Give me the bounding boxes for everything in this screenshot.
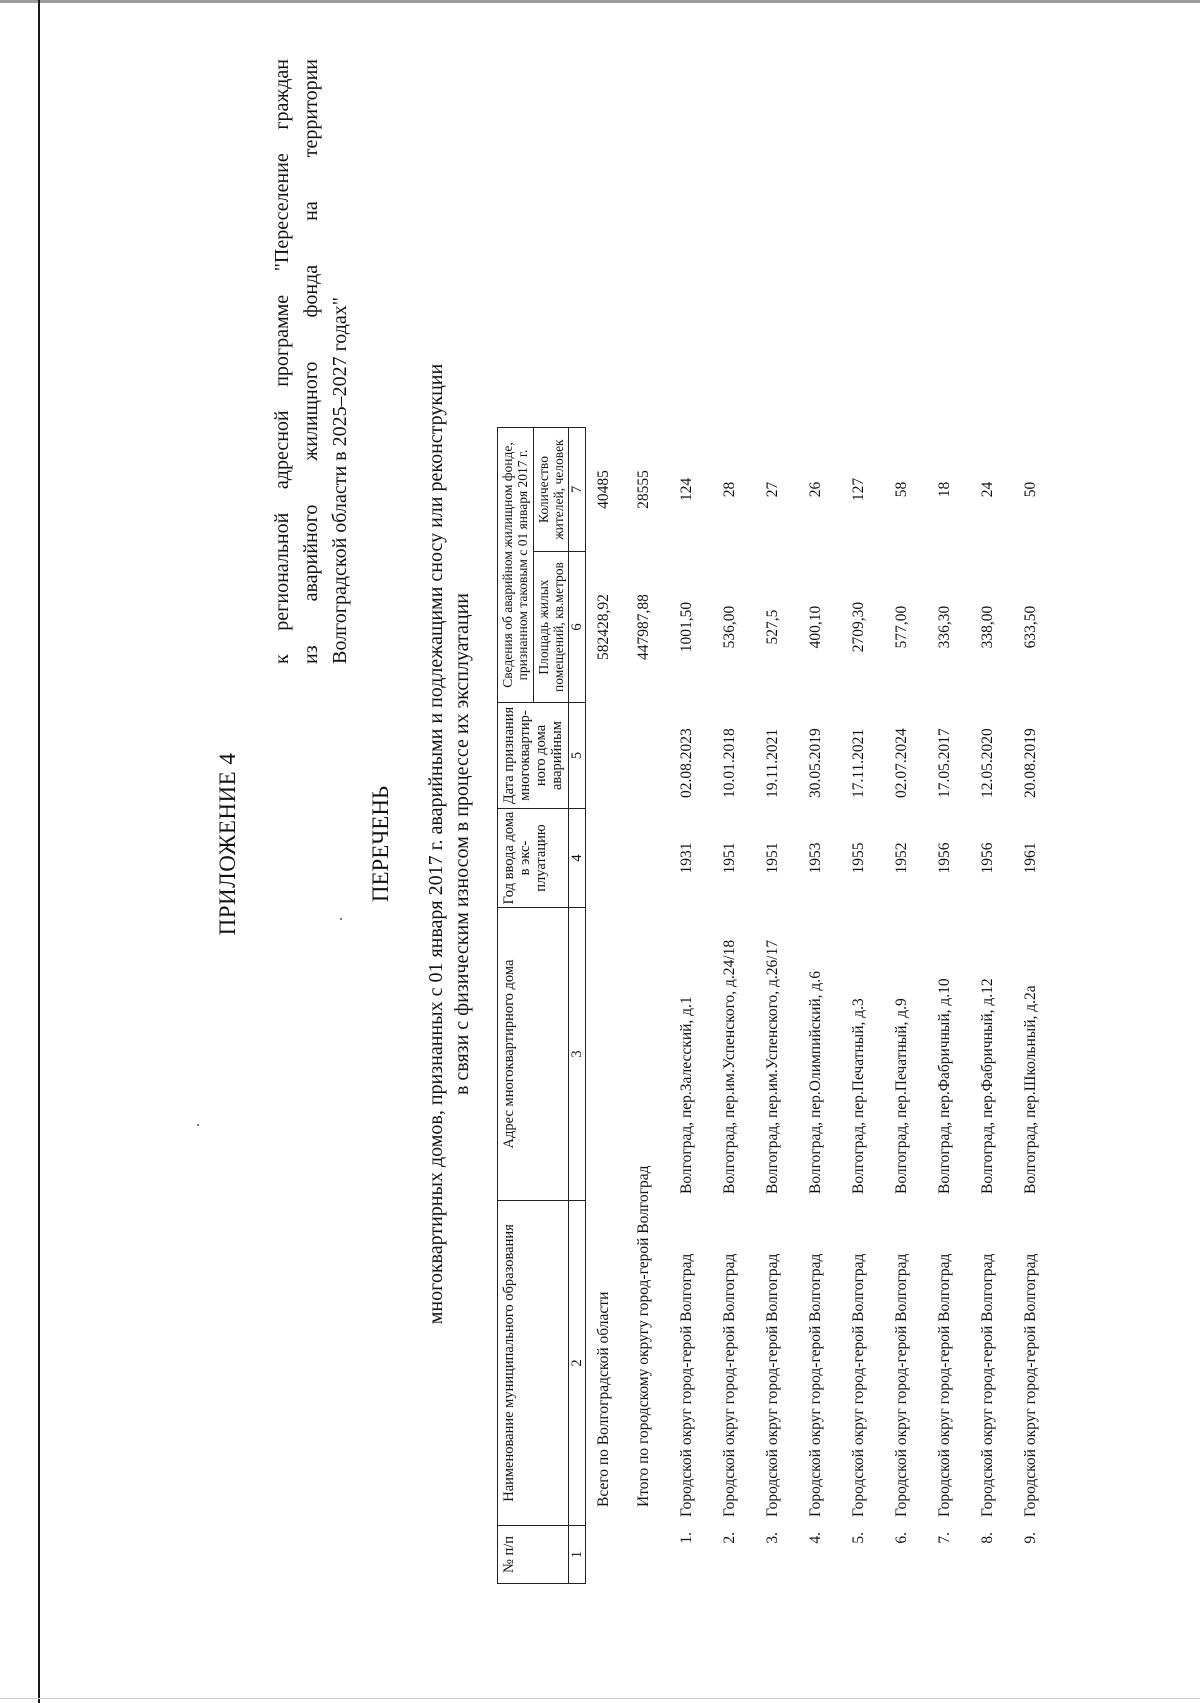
header-row: [498, 428, 534, 1584]
row-date: 19.11.2021: [763, 728, 781, 798]
row-municipality: Городской округ город-герой Волгоград: [806, 1253, 824, 1517]
column-number: 5: [569, 703, 586, 809]
table-row: [708, 428, 751, 1584]
total-city-area: 447987,88: [634, 594, 652, 660]
row-number: 8.: [978, 1532, 996, 1544]
row-year: 1961: [1021, 842, 1039, 874]
row-number: 2.: [720, 1532, 738, 1544]
row-area: 338,00: [978, 605, 996, 649]
table-row: [794, 428, 837, 1584]
document-subtitle: [423, 144, 475, 1544]
column-number: 1: [569, 1526, 586, 1584]
row-number: 9.: [1021, 1532, 1039, 1544]
header-group: Сведения об аварийном жилищном фонде, признанном таковым с 01 января 2017 г.: [498, 428, 534, 703]
total-city-label: Итого по городскому округу город-герой Волгоград: [634, 1165, 652, 1507]
row-number: 5.: [849, 1532, 867, 1544]
total-region-row: [586, 428, 623, 1584]
program-line: Волгоградской области в 2025–2027 годах": [329, 297, 351, 664]
subtitle-line: в связи с физическим износом в процессе их эксплуатации: [451, 592, 473, 1096]
total-city-residents: 28555: [634, 470, 652, 509]
row-residents: 18: [935, 481, 953, 498]
row-residents: 58: [892, 481, 910, 498]
row-area: 536,00: [720, 605, 738, 649]
column-number: 6: [569, 552, 586, 703]
row-number: 3.: [763, 1532, 781, 1544]
row-year: 1951: [720, 842, 738, 874]
table-row: [966, 428, 1009, 1584]
row-residents: 28: [720, 481, 738, 498]
total-region-area: 582428,92: [595, 594, 612, 660]
row-year: 1955: [849, 842, 867, 874]
row-municipality: Городской округ город-герой Волгоград: [720, 1253, 738, 1517]
subtitle-line: многоквартирных домов, признанных с 01 января 2017 г. аварийными и подлежащими сносу или реконструкции: [425, 363, 447, 1325]
row-year: 1953: [806, 842, 824, 874]
column-number: 3: [569, 908, 586, 1201]
column-number: 4: [569, 809, 586, 908]
row-number: 1.: [677, 1532, 695, 1544]
row-municipality: Городской округ город-герой Волгоград: [892, 1253, 910, 1517]
row-residents: 50: [1021, 481, 1039, 498]
row-area: 633,50: [1021, 605, 1039, 649]
row-residents: 124: [677, 477, 695, 502]
document-heading: ПЕРЕЧЕНЬ: [368, 785, 393, 903]
program-reference: [268, 59, 355, 664]
row-year: 1931: [677, 842, 695, 874]
row-date: 12.05.2020: [978, 728, 996, 798]
row-municipality: Городской округ город-герой Волгоград: [677, 1253, 695, 1517]
row-area: 1001,50: [677, 601, 695, 653]
row-date: 20.08.2019: [1021, 728, 1039, 798]
row-residents: 127: [849, 477, 867, 502]
row-date: 10.01.2018: [720, 728, 738, 798]
total-region-label: Всего по Волгоградской области: [595, 1291, 612, 1507]
row-area: 2709,30: [849, 601, 867, 653]
row-residents: 27: [763, 481, 781, 498]
table-row: [923, 428, 966, 1584]
appendix-title: ПРИЛОЖЕНИЕ 4: [215, 752, 240, 936]
row-address: Волгоград, пер.Печатный, д.3: [849, 998, 867, 1194]
row-municipality: Городской округ город-герой Волгоград: [763, 1253, 781, 1517]
row-address: Волгоград, пер.им.Успенского, д.24/18: [720, 939, 738, 1194]
header-date: Дата признания многоквартир- ного дома аварийным: [498, 703, 569, 809]
row-area: 400,10: [806, 605, 824, 649]
row-date: 17.05.2017: [935, 728, 953, 798]
row-number: 6.: [892, 1532, 910, 1544]
header-area: Площадь жилых помещений, кв.метров: [533, 552, 569, 703]
row-year: 1952: [892, 842, 910, 874]
row-municipality: Городской округ город-герой Волгоград: [849, 1253, 867, 1517]
row-year: 1956: [978, 842, 996, 874]
row-residents: 26: [806, 481, 824, 498]
row-address: Волгоград, пер.Залесский, д.1: [677, 996, 695, 1194]
column-numbers-row: [569, 428, 586, 1584]
row-residents: 24: [978, 481, 996, 498]
row-date: 02.07.2024: [892, 728, 910, 798]
row-area: 336,30: [935, 605, 953, 649]
column-number: 2: [569, 1201, 586, 1526]
row-address: Волгоград, пер.Печатный, д.9: [892, 998, 910, 1194]
row-year: 1951: [763, 842, 781, 874]
table-row: [1009, 428, 1052, 1584]
header-residents: Количество жителей, человек: [533, 428, 569, 552]
row-address: Волгоград, пер.Олимпийский, д.6: [806, 971, 824, 1194]
row-date: 30.05.2019: [806, 728, 824, 798]
program-line: к региональной адресной программе "Переселение граждан: [271, 59, 293, 664]
emergency-housing-table: [497, 427, 1052, 1584]
row-address: Волгоград, пер.Фабричный, д.12: [978, 978, 996, 1194]
row-date: 02.08.2023: [677, 728, 695, 798]
row-address: Волгоград, пер.Фабричный, д.10: [935, 978, 953, 1194]
column-number: 7: [569, 428, 586, 552]
header-address: Адрес многоквартирного дома: [498, 908, 569, 1201]
rotated-page: [50, 24, 1165, 1664]
scan-edge-left: [38, 0, 40, 1703]
row-address: Волгоград, пер.им.Успенского, д.26/17: [763, 939, 781, 1194]
row-number: 4.: [806, 1532, 824, 1544]
row-year: 1956: [935, 842, 953, 874]
row-municipality: Городской округ город-герой Волгоград: [1021, 1253, 1039, 1517]
table-row: [837, 428, 880, 1584]
table-row: [880, 428, 923, 1584]
row-number: 7.: [935, 1532, 953, 1544]
table-row: [751, 428, 794, 1584]
row-area: 527,5: [763, 609, 781, 645]
row-area: 577,00: [892, 605, 910, 649]
header-municipality: Наименование муниципального образования: [498, 1201, 569, 1526]
program-line: из аварийного жилищного фонда на территории: [300, 59, 322, 664]
total-region-residents: 40485: [595, 470, 612, 509]
row-date: 17.11.2021: [849, 728, 867, 798]
header-num: № п/п: [498, 1526, 569, 1584]
row-municipality: Городской округ город-герой Волгоград: [978, 1253, 996, 1517]
scan-edge-bottom: [0, 1698, 1200, 1699]
row-address: Волгоград, пер.Школьный, д.2а: [1021, 985, 1039, 1194]
header-year: Год ввода дома в экс- плуатацию: [498, 809, 569, 908]
total-city-row: [622, 428, 665, 1584]
table-row: [665, 428, 708, 1584]
row-municipality: Городской округ город-герой Волгоград: [935, 1253, 953, 1517]
scan-edge-top: [0, 0, 1200, 3]
